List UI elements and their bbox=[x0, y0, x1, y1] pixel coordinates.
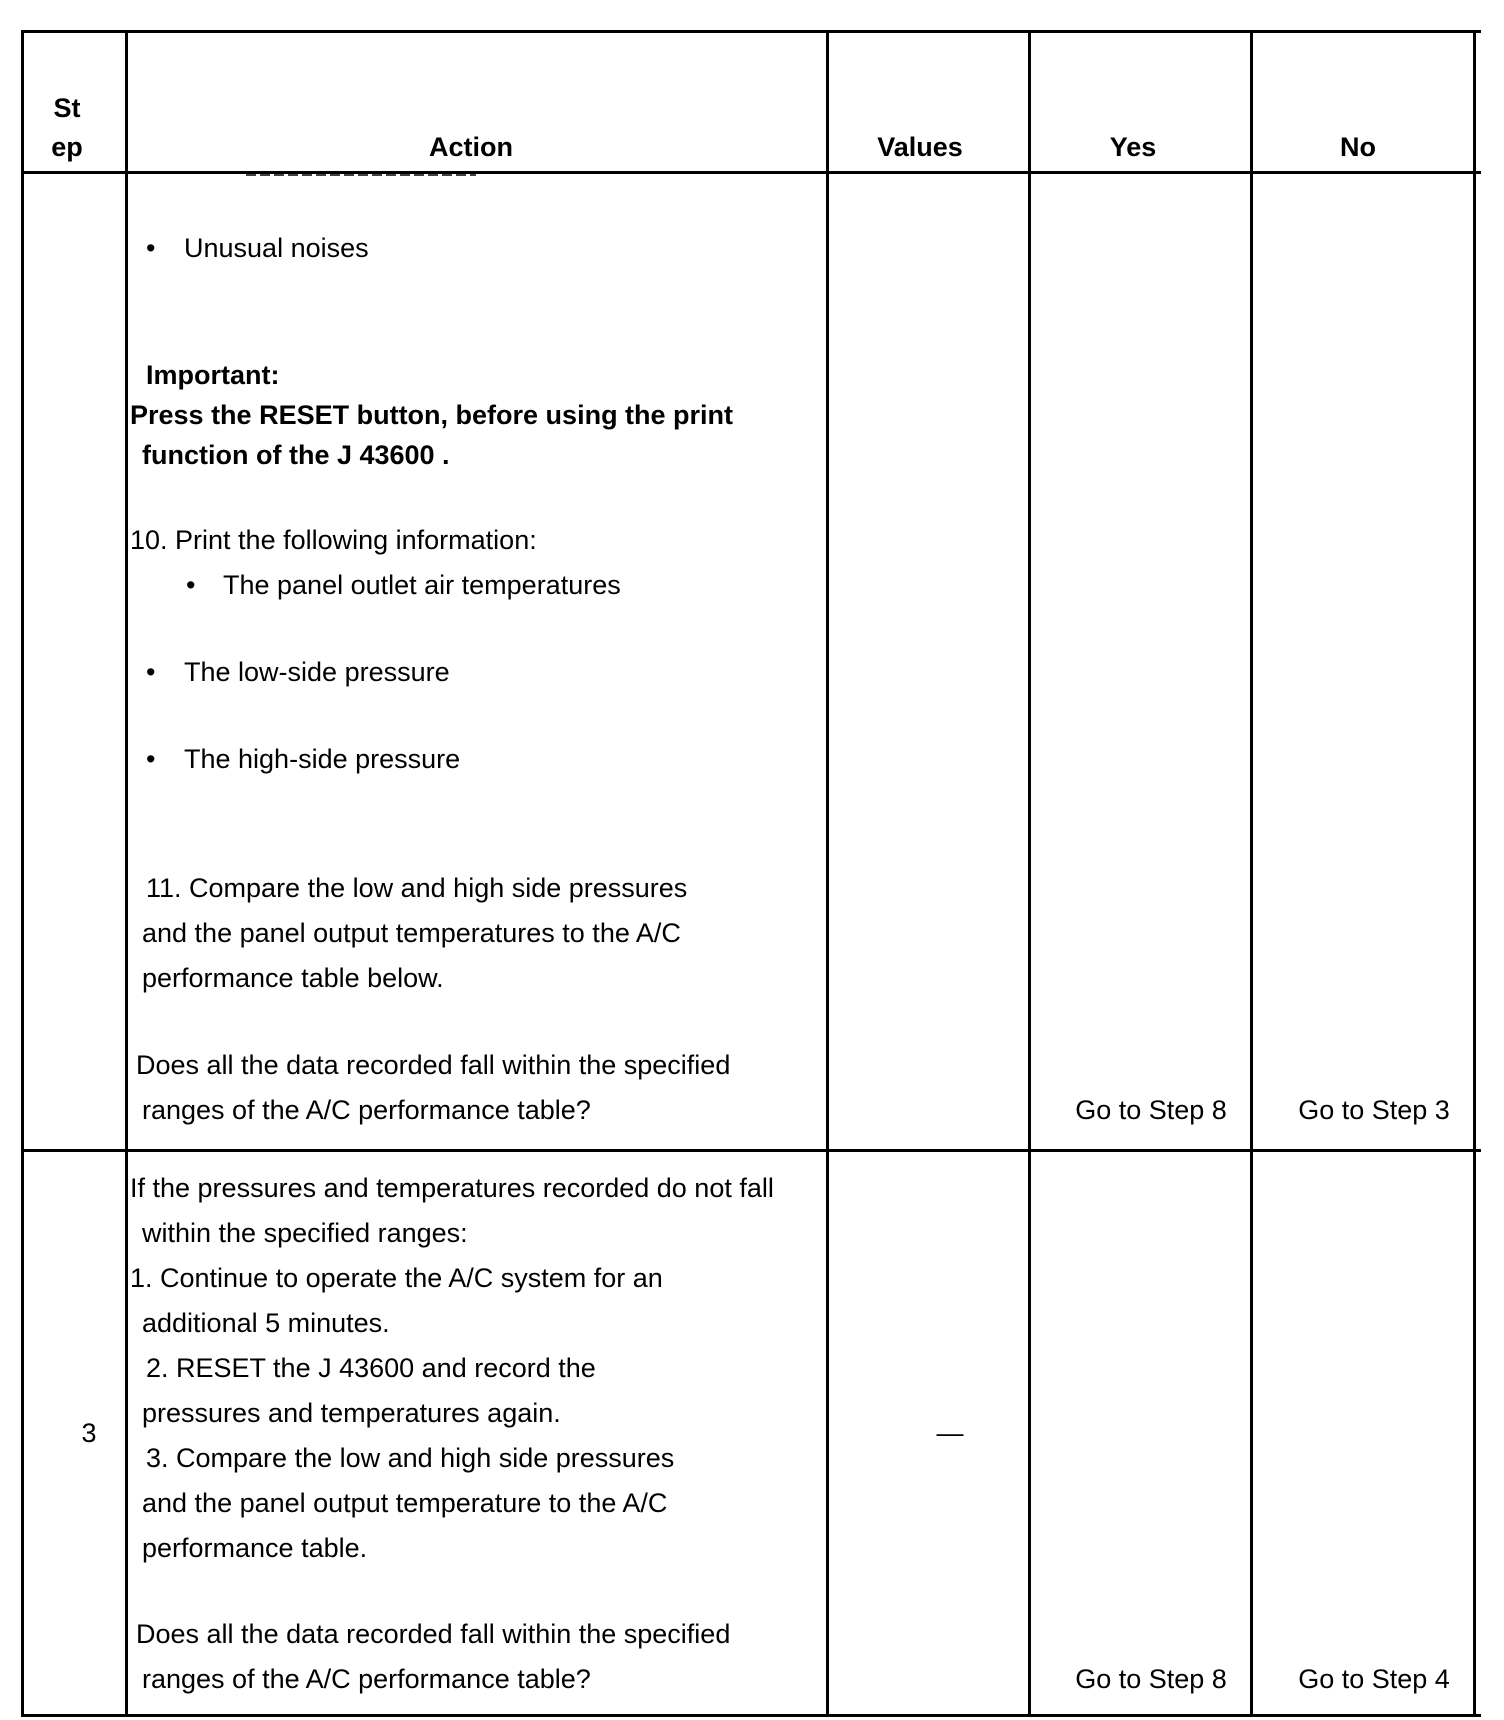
bullet-icon: • bbox=[186, 570, 196, 600]
no-cell: Go to Step 4 bbox=[1298, 1664, 1450, 1694]
action-text: and the panel output temperature to the A/C bbox=[142, 1488, 668, 1518]
header-bottom-border bbox=[21, 171, 1481, 174]
yes-cell: Go to Step 8 bbox=[1075, 1664, 1227, 1694]
column-divider-action bbox=[826, 30, 829, 1717]
action-text: pressures and temperatures again. bbox=[142, 1398, 561, 1428]
header-step-line-1: St bbox=[53, 93, 81, 123]
table-right-border bbox=[1473, 30, 1476, 1717]
action-step-10: 10. Print the following information: bbox=[130, 525, 537, 555]
step-number: 3 bbox=[81, 1418, 97, 1448]
action-text: additional 5 minutes. bbox=[142, 1308, 390, 1338]
header-yes: Yes bbox=[1109, 132, 1157, 162]
important-text: Press the RESET button, before using the print bbox=[130, 400, 734, 430]
row-divider bbox=[21, 1149, 1481, 1152]
action-text: 1. Continue to operate the A/C system for an bbox=[130, 1263, 663, 1293]
table-top-border bbox=[21, 30, 1481, 33]
values-cell: — bbox=[936, 1418, 964, 1448]
action-step-11: 11. Compare the low and high side pressures bbox=[146, 873, 688, 903]
action-question: ranges of the A/C performance table? bbox=[142, 1095, 591, 1125]
bullet-icon: • bbox=[146, 744, 156, 774]
table-bottom-border bbox=[21, 1714, 1481, 1717]
column-divider-step bbox=[125, 30, 128, 1717]
action-text: If the pressures and temperatures recorded do not fall bbox=[130, 1173, 774, 1203]
column-divider-yes bbox=[1250, 30, 1253, 1717]
action-question: ranges of the A/C performance table? bbox=[142, 1664, 591, 1694]
action-step-11: and the panel output temperatures to the A/C bbox=[142, 918, 681, 948]
header-no: No bbox=[1340, 132, 1376, 162]
action-bullet: Unusual noises bbox=[184, 233, 369, 263]
header-step-line-2: ep bbox=[51, 132, 83, 162]
important-text: function of the J 43600 . bbox=[142, 440, 450, 470]
important-label: Important: bbox=[146, 360, 280, 390]
column-divider-values bbox=[1028, 30, 1031, 1717]
action-bullet: The panel outlet air temperatures bbox=[223, 570, 621, 600]
header-action: Action bbox=[429, 132, 513, 162]
action-text: within the specified ranges: bbox=[142, 1218, 468, 1248]
bullet-icon: • bbox=[146, 233, 156, 263]
action-step-11: performance table below. bbox=[142, 963, 444, 993]
action-text: performance table. bbox=[142, 1533, 368, 1563]
action-bullet: The low-side pressure bbox=[184, 657, 450, 687]
action-text: 3. Compare the low and high side pressures bbox=[146, 1443, 675, 1473]
yes-cell: Go to Step 8 bbox=[1075, 1095, 1227, 1125]
header-values: Values bbox=[877, 132, 963, 162]
cut-text-artifact bbox=[246, 171, 476, 176]
table-left-border bbox=[21, 30, 24, 1717]
action-question: Does all the data recorded fall within the specified bbox=[136, 1050, 731, 1080]
action-bullet: The high-side pressure bbox=[184, 744, 461, 774]
no-cell: Go to Step 3 bbox=[1298, 1095, 1450, 1125]
action-question: Does all the data recorded fall within the specified bbox=[136, 1619, 731, 1649]
bullet-icon: • bbox=[146, 657, 156, 687]
action-text: 2. RESET the J 43600 and record the bbox=[146, 1353, 596, 1383]
